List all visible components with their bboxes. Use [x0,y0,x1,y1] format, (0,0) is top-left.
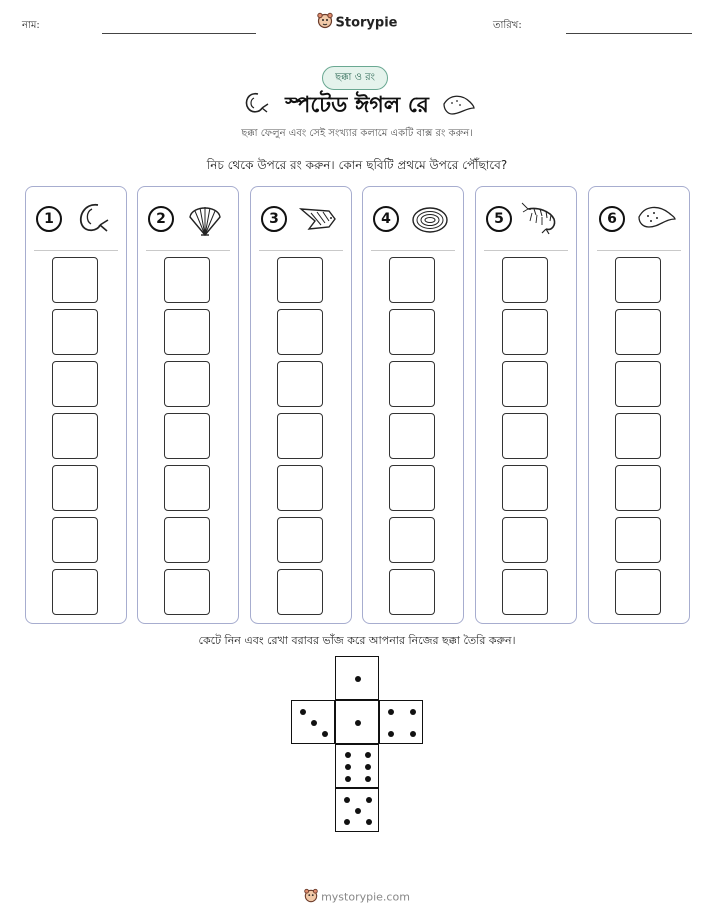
color-box[interactable] [389,569,435,615]
color-box[interactable] [52,517,98,563]
dice-pip [311,720,317,726]
dice-face [379,700,423,744]
color-box[interactable] [615,309,661,355]
page-title: স্পটেড ঈগল রে [285,93,429,118]
color-box[interactable] [52,361,98,407]
column-5 [475,186,577,624]
dice-face [291,700,335,744]
cut-instruction: কেটে নিন এবং রেখা বরাবর ভাঁজ করে আপনার নিজের ছক্কা তৈরি করুন। [198,634,516,647]
color-box[interactable] [389,257,435,303]
color-box[interactable] [502,465,548,511]
dice-pip [355,720,361,726]
dice-pip [365,776,371,782]
color-box[interactable] [502,361,548,407]
dice-pip [355,808,361,814]
date-label: তারিখ: [493,20,522,31]
subtitle: ছক্কা ফেলুন এবং সেই সংখ্যার কলামে একটি বাক্স রং করুন। [241,128,473,139]
column-number: 3 [261,206,287,232]
column-number: 5 [486,206,512,232]
storypie-logo-icon [317,12,333,34]
color-box[interactable] [389,361,435,407]
column-1 [25,186,127,624]
dice-pip [365,764,371,770]
dice-pip [366,797,372,803]
column-divider [484,250,568,251]
dice-pip [388,709,394,715]
dice-face [335,788,379,832]
hook-icon [70,199,116,239]
color-box[interactable] [502,309,548,355]
color-box[interactable] [164,465,210,511]
column-divider [259,250,343,251]
color-box[interactable] [615,465,661,511]
color-box[interactable] [164,517,210,563]
column-divider [371,250,455,251]
dice-pip [300,709,306,715]
color-box[interactable] [277,257,323,303]
name-label: নাম: [22,20,40,31]
color-box[interactable] [164,257,210,303]
color-box[interactable] [277,569,323,615]
dice-pip [322,731,328,737]
color-box[interactable] [277,361,323,407]
color-box[interactable] [389,309,435,355]
dice-pip [345,752,351,758]
column-number: 1 [36,206,62,232]
date-line[interactable] [566,33,692,34]
color-box[interactable] [52,569,98,615]
color-box[interactable] [389,465,435,511]
color-box[interactable] [615,569,661,615]
color-box[interactable] [389,413,435,459]
dice-face [335,656,379,700]
column-divider [146,250,230,251]
clam-icon [407,199,453,239]
brand-name: Storypie [335,15,398,31]
shrimp-icon [520,199,566,239]
dice-face [335,744,379,788]
color-box[interactable] [502,569,548,615]
dice-pip [366,819,372,825]
question: নিচ থেকে উপরে রং করুন। কোন ছবিটি প্রথমে উপরে পৌঁছাবে? [206,158,508,172]
storypie-logo-icon [304,888,318,907]
color-box[interactable] [164,309,210,355]
color-box[interactable] [52,413,98,459]
color-box[interactable] [615,361,661,407]
color-box[interactable] [277,517,323,563]
dice-pip [365,752,371,758]
color-box[interactable] [277,465,323,511]
dice-face [335,700,379,744]
column-4 [362,186,464,624]
activity-tag: ছক্কা ও রং [322,66,388,90]
color-box[interactable] [502,413,548,459]
column-divider [34,250,118,251]
color-box[interactable] [164,413,210,459]
color-box[interactable] [615,517,661,563]
color-box[interactable] [277,413,323,459]
color-box[interactable] [615,257,661,303]
column-6 [588,186,690,624]
color-box[interactable] [502,257,548,303]
color-box[interactable] [52,309,98,355]
column-number: 4 [373,206,399,232]
brand [0,12,714,34]
dice-pip [355,676,361,682]
fish-icon [295,199,341,239]
stingray-icon [440,92,476,122]
column-number: 6 [599,206,625,232]
column-number: 2 [148,206,174,232]
dice-pip [345,764,351,770]
column-2 [137,186,239,624]
color-box[interactable] [52,465,98,511]
dice-pip [388,731,394,737]
color-box[interactable] [52,257,98,303]
column-3 [250,186,352,624]
dice-pip [410,731,416,737]
color-box[interactable] [502,517,548,563]
dice-pip [410,709,416,715]
color-box[interactable] [389,517,435,563]
color-box[interactable] [164,569,210,615]
dice-pip [344,797,350,803]
scallop-shell-icon [182,199,228,239]
column-divider [597,250,681,251]
footer-site: mystorypie.com [321,890,410,904]
dice-pip [344,819,350,825]
footer [0,888,714,907]
color-box[interactable] [277,309,323,355]
color-box[interactable] [164,361,210,407]
color-box[interactable] [615,413,661,459]
dice-pip [345,776,351,782]
stingray-icon [633,199,679,239]
